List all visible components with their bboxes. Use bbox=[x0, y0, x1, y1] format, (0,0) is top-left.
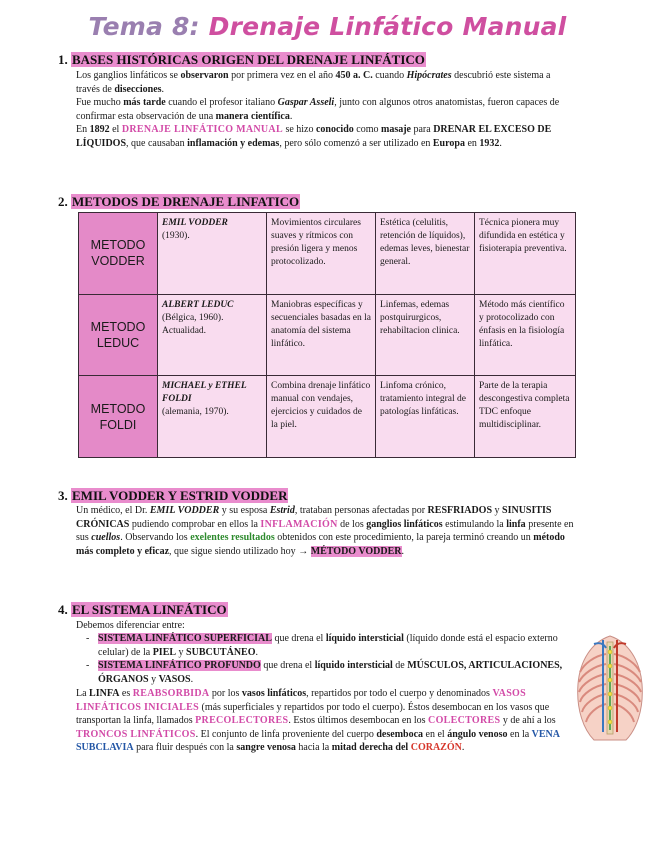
section-1-paragraph-2: Fue mucho más tarde cuando el profesor italiano Gaspar Asseli, junto con algunos otros anatomistas, fueron capaces de confirmar esta observación de una manera científica. bbox=[76, 97, 560, 122]
methods-table bbox=[78, 212, 576, 458]
list-item: - SISTEMA LINFÁTICO SUPERFICIAL que drena el líquido intersticial (líquido donde está el espacio externo celular) de la PIEL y SUBCUTÁNEO. bbox=[86, 632, 574, 659]
method-name: METODO VODDER bbox=[79, 213, 158, 295]
section-1-title: BASES HISTÓRICAS ORIGEN DEL DRENAJE LINFÁTICO bbox=[72, 52, 425, 67]
section-2-title: METODOS DE DRENAJE LINFATICO bbox=[72, 194, 300, 209]
table-row bbox=[79, 213, 576, 295]
section-4-intro: Debemos diferenciar entre: bbox=[76, 620, 185, 631]
table-row bbox=[79, 294, 576, 376]
section-3-body: Un médico, el Dr. EMIL VODDER y su esposa Estrid, trataban personas afectadas por RESFRIADOS y SINUSITIS CRÓNICAS pudiendo comprobar en ellos la INFLAMACIÓN de los ganglios linfáticos estimulando la linfa presente en sus cuellos. Observando los exelentes resultados obtenidos con este procedimiento, la pareja terminó creando un método más completo y eficaz, que sigue siendo utilizado hoy → MÉTODO VODDER. bbox=[76, 505, 574, 557]
method-notes: Parte de la terapia descongestiva completa TDC enfoque multidisciplinar. bbox=[475, 376, 576, 458]
method-technique: Combina drenaje linfático manual con vendajes, ejercicios y cuidados de la piel. bbox=[267, 376, 376, 458]
method-technique: Movimientos circulares suaves y rítmicos con presión ligera y menos protocolizado. bbox=[267, 213, 376, 295]
method-indications: Linfoma crónico, tratamiento integral de patologías linfáticas. bbox=[376, 376, 475, 458]
page-title-number: Tema 8: bbox=[88, 12, 200, 41]
method-indications: Linfemas, edemas postquirurgicos, rehabiltacion clinica. bbox=[376, 294, 475, 376]
method-name: METODO FOLDI bbox=[79, 376, 158, 458]
section-1-number: 1. bbox=[58, 52, 68, 67]
page-title-text: Drenaje Linfático Manual bbox=[208, 12, 567, 41]
section-4-body: La LINFA es REABSORBIDA por los vasos linfáticos, repartidos por todo el cuerpo y denominados VASOS LINFÁTICOS INICIALES (más superficiales y repartidos por todo el cuerpo). Éstos desembocan en los vasos que transportan la linfa, llamados PRECOLECTORES. Estos últimos desembocan en los COLECTORES y de ahí a los TRONCOS LINFÁTICOS. El conjunto de linfa proveniente del cuerpo desemboca en el ángulo venoso en la VENA SUBCLAVIA para fluir después con la sangre venosa hacia la mitad derecha del CORAZÓN. bbox=[76, 688, 560, 753]
method-author: EMIL VODDER (1930). bbox=[158, 213, 267, 295]
method-technique: Maniobras específicas y secuenciales basadas en la anatomía del sistema linfático. bbox=[267, 294, 376, 376]
method-author: MICHAEL y ETHEL FOLDI (alemania, 1970). bbox=[158, 376, 267, 458]
section-1-body bbox=[76, 69, 576, 150]
section-1-heading bbox=[58, 52, 426, 68]
table-row bbox=[79, 376, 576, 458]
section-1-paragraph-3: En 1892 el DRENAJE LINFÁTICO MANUAL se hizo conocido como masaje para DRENAR EL EXCESO DE LÍQUIDOS, que causaban inflamación y edemas, pero sólo comenzó a ser utilizado en Europa en 1932. bbox=[76, 124, 552, 149]
method-notes: Técnica pionera muy difundida en estética y fisioterapia preventiva. bbox=[475, 213, 576, 295]
lymphatic-systems-list bbox=[86, 632, 574, 686]
section-3-heading bbox=[58, 488, 288, 504]
method-notes: Método más científico y protocolizado con énfasis en la fisiología linfática. bbox=[475, 294, 576, 376]
method-indications: Estética (celulitis, retención de líquidos), edemas leves, bienestar general. bbox=[376, 213, 475, 295]
section-3-number: 3. bbox=[58, 488, 68, 503]
section-2-heading bbox=[58, 194, 300, 210]
method-author: ALBERT LEDUC (Bélgica, 1960). Actualidad. bbox=[158, 294, 267, 376]
list-item: - SISTEMA LINFÁTICO PROFUNDO que drena el líquido intersticial de MÚSCULOS, ARTICULACIONES, ÓRGANOS y VASOS. bbox=[86, 659, 574, 686]
method-name: METODO LEDUC bbox=[79, 294, 158, 376]
section-2-number: 2. bbox=[58, 194, 68, 209]
section-3-title: EMIL VODDER Y ESTRID VODDER bbox=[72, 488, 288, 503]
section-4-heading bbox=[58, 602, 228, 618]
section-4-title: EL SISTEMA LINFÁTICO bbox=[72, 602, 227, 617]
anatomy-lymphatic-thorax-illustration bbox=[570, 632, 650, 744]
section-1-paragraph-1: Los ganglios linfáticos se observaron por primera vez en el año 450 a. C. cuando Hipócrates descubrió este sistema a través de disecciones. bbox=[76, 70, 551, 95]
arrow-right-icon: → bbox=[298, 545, 309, 557]
page-title bbox=[0, 12, 655, 41]
section-4-number: 4. bbox=[58, 602, 68, 617]
